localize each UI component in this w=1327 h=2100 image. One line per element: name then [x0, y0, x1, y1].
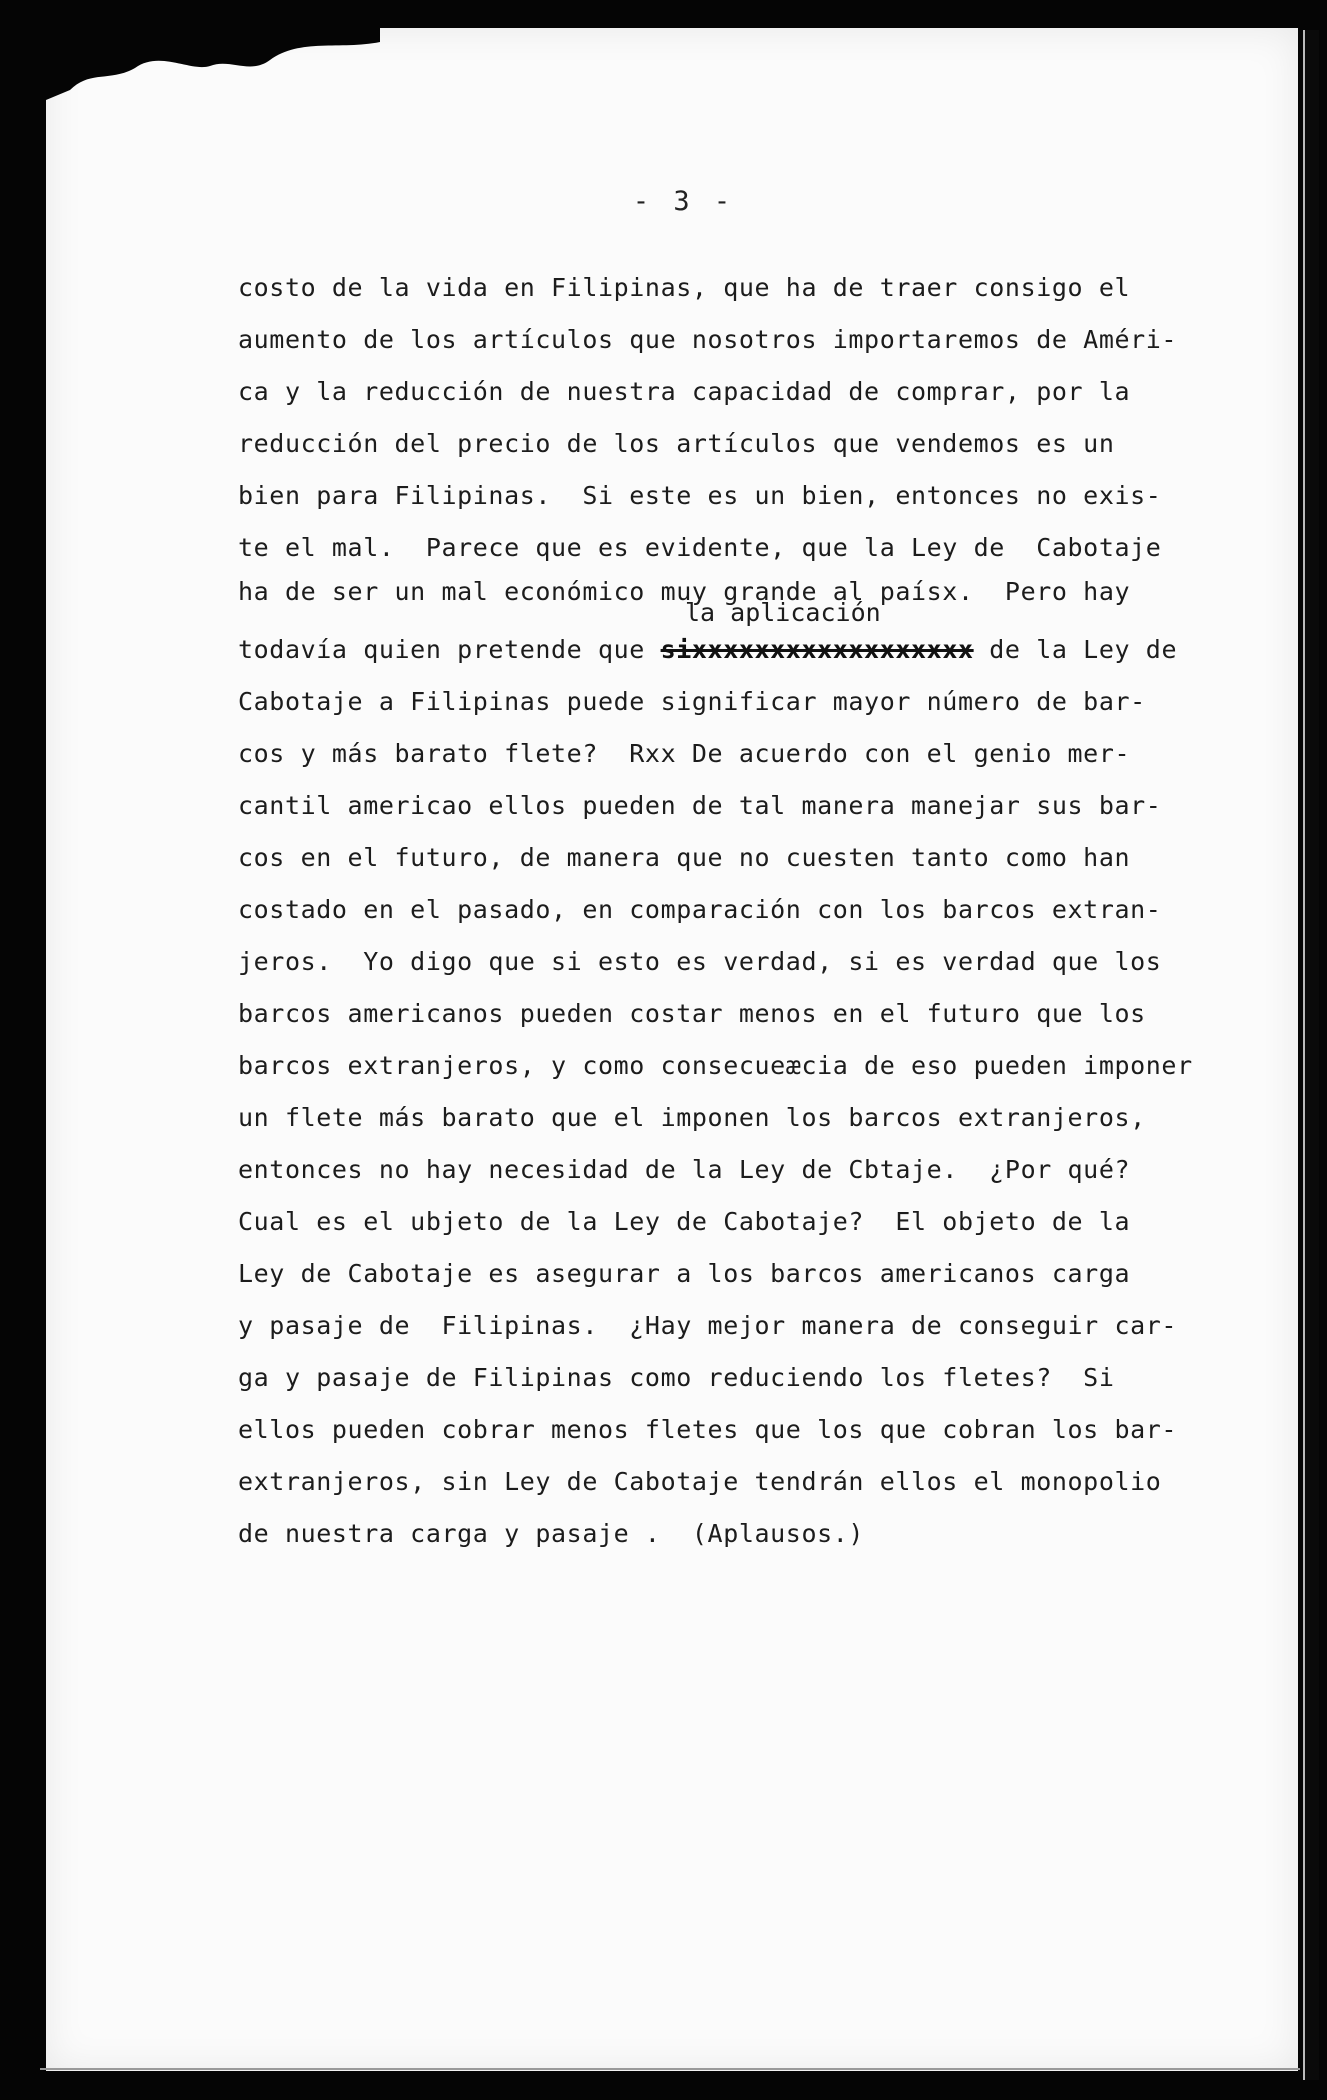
text-line: Cabotaje a Filipinas puede significar mayor número de bar-: [238, 687, 1146, 716]
text-line: aumento de los artículos que nosotros importaremos de Améri-: [238, 325, 1178, 354]
text-line: ca y la reducción de nuestra capacidad de comprar, por la: [238, 377, 1131, 406]
text-line-with-strikeout: [238, 624, 1178, 676]
text-line: un flete más barato que el imponen los barcos extranjeros,: [238, 1103, 1146, 1132]
text-line: costado en el pasado, en comparación con los barcos extran-: [238, 895, 1162, 924]
text-line: entonces no hay necesidad de la Ley de Cbtaje. ¿Por qué?: [238, 1155, 1131, 1184]
text-line: barcos americanos pueden costar menos en el futuro que los: [238, 999, 1146, 1028]
torn-corner: [40, 20, 380, 100]
line-end: de la Ley de: [973, 635, 1178, 664]
text-line: bien para Filipinas. Si este es un bien, entonces no exis-: [238, 481, 1162, 510]
text-line: Ley de Cabotaje es asegurar a los barcos americanos carga: [238, 1259, 1131, 1288]
text-line: Cual es el ubjeto de la Ley de Cabotaje? El objeto de la: [238, 1207, 1131, 1236]
text-line: ha de ser un mal económico muy grande al paísx. Pero hay: [238, 577, 1131, 606]
text-line: y pasaje de Filipinas. ¿Hay mejor manera de conseguir car-: [238, 1311, 1178, 1340]
page-number: - 3 -: [632, 186, 735, 217]
page-edge-right: [1303, 30, 1319, 2080]
text-line: cos y más barato flete? Rxx De acuerdo con el genio mer-: [238, 739, 1131, 768]
text-line: barcos extranjeros, y como consecueæcia de eso pueden imponer: [238, 1051, 1193, 1080]
body-text: [238, 262, 1193, 1560]
struck-out-text: sixxxxxxxxxxxxxxxxxx: [660, 635, 974, 664]
text-line: costo de la vida en Filipinas, que ha de traer consigo el: [238, 273, 1131, 302]
text-line: cantil americao ellos pueden de tal manera manejar sus bar-: [238, 791, 1162, 820]
line-start: todavía quien pretende que: [238, 635, 661, 664]
text-line: te el mal. Parece que es evidente, que la Ley de Cabotaje: [238, 533, 1162, 562]
text-line: ga y pasaje de Filipinas como reduciendo los fletes? Si: [238, 1363, 1115, 1392]
text-line: cos en el futuro, de manera que no cuesten tanto como han: [238, 843, 1131, 872]
interlinear-insertion: la aplicación: [685, 598, 881, 627]
page-edge-bottom: [40, 2068, 1300, 2080]
text-line: ellos pueden cobrar menos fletes que los que cobran los bar-: [238, 1415, 1178, 1444]
text-line: jeros. Yo digo que si esto es verdad, si es verdad que los: [238, 947, 1162, 976]
text-line: reducción del precio de los artículos que vendemos es un: [238, 429, 1115, 458]
text-line: extranjeros, sin Ley de Cabotaje tendrán ellos el monopolio: [238, 1467, 1162, 1496]
text-line: de nuestra carga y pasaje . (Aplausos.): [238, 1519, 865, 1548]
